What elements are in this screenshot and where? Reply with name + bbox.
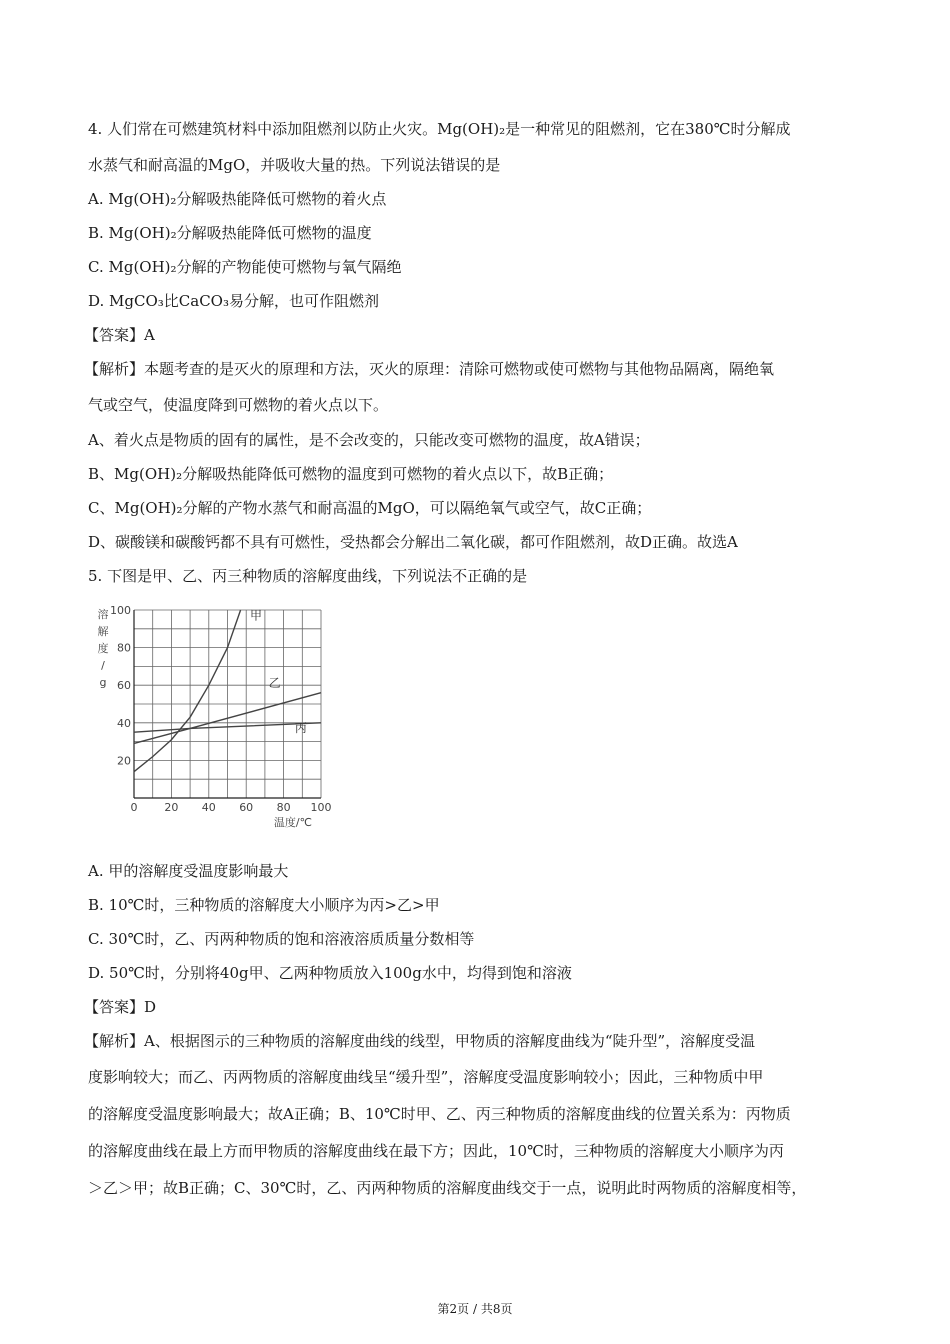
x-tick-label: 40 <box>201 801 216 814</box>
q4-option-c: C. Mg(OH)₂分解的产物能使可燃物与氧气隔绝 <box>88 258 402 276</box>
q5-analysis-line1: 【解析】A、根据图示的三种物质的溶解度曲线的线型，甲物质的溶解度曲线为“陡升型”，溶解度受温 <box>84 1032 756 1050</box>
x-tick-label: 80 <box>276 801 291 814</box>
q4-analysis-line3: A、着火点是物质的固有的属性，是不会改变的，只能改变可燃物的温度，故A错误； <box>88 431 650 449</box>
y-tick-label: 60 <box>117 679 131 693</box>
q5-analysis-line3: 的溶解度受温度影响最大；故A正确；B、10℃时甲、乙、丙三种物质的溶解度曲线的位置关系为：丙物质 <box>88 1105 791 1123</box>
y-tick-label: 20 <box>117 754 131 768</box>
x-tick-label: 20 <box>164 801 179 814</box>
q4-analysis-line6: D、碳酸镁和碳酸钙都不具有可燃性，受热都会分解出二氧化碳，都可作阻燃剂，故D正确。故选A <box>88 533 738 551</box>
q4-answer: 【答案】A <box>84 326 155 344</box>
q4-stem-line2: 水蒸气和耐高温的MgO，并吸收大量的热。下列说法错误的是 <box>88 156 501 174</box>
solubility-chart <box>85 598 345 833</box>
q4-analysis-line1: 【解析】本题考查的是灭火的原理和方法，灭火的原理：清除可燃物或使可燃物与其他物品隔离，隔绝氧 <box>84 360 775 378</box>
y-tick-label: 100 <box>110 604 131 617</box>
q5-analysis-line4: 的溶解度曲线在最上方而甲物质的溶解度曲线在最下方；因此，10℃时，三种物质的溶解度大小顺序为丙 <box>88 1142 784 1160</box>
x-tick-label: 0 <box>130 801 138 814</box>
y-axis-label-char: 解 <box>97 625 109 638</box>
series-label: 丙 <box>294 721 307 736</box>
x-axis-label: 温度/℃ <box>273 816 312 829</box>
q5-option-b: B. 10℃时，三种物质的溶解度大小顺序为丙>乙>甲 <box>88 896 440 914</box>
q4-option-b: B. Mg(OH)₂分解吸热能降低可燃物的温度 <box>88 224 372 242</box>
x-tick-label: 60 <box>239 801 254 814</box>
y-axis-label-char: 溶 <box>97 608 109 621</box>
q4-stem-line1: 4. 人们常在可燃建筑材料中添加阻燃剂以防止火灾。Mg(OH)₂是一种常见的阻燃剂，它在380℃时分解成 <box>88 120 791 138</box>
q4-option-d: D. MgCO₃比CaCO₃易分解，也可作阻燃剂 <box>88 292 379 310</box>
q5-analysis-line2: 度影响较大；而乙、丙两物质的溶解度曲线呈“缓升型”，溶解度受温度影响较小；因此，三种物质中甲 <box>88 1068 764 1086</box>
q4-analysis-line4: B、Mg(OH)₂分解吸热能降低可燃物的温度到可燃物的着火点以下，故B正确； <box>88 465 614 483</box>
q5-answer: 【答案】D <box>84 998 157 1016</box>
q4-analysis-line5: C、Mg(OH)₂分解的产物水蒸气和耐高温的MgO，可以隔绝氧气或空气，故C正确； <box>88 499 652 517</box>
q5-stem: 5. 下图是甲、乙、丙三种物质的溶解度曲线，下列说法不正确的是 <box>88 567 528 585</box>
series-label: 甲 <box>249 608 262 623</box>
q5-analysis-line5: ＞乙＞甲；故B正确；C、30℃时，乙、丙两种物质的溶解度曲线交于一点，说明此时两物质的溶解度相等， <box>88 1179 807 1197</box>
series-line <box>134 610 241 772</box>
q4-option-a: A. Mg(OH)₂分解吸热能降低可燃物的着火点 <box>88 190 387 208</box>
q5-option-a: A. 甲的溶解度受温度影响最大 <box>88 862 289 880</box>
q5-option-c: C. 30℃时，乙、丙两种物质的饱和溶液溶质质量分数相等 <box>88 930 475 948</box>
y-axis-label-char: / <box>101 659 105 672</box>
y-tick-label: 80 <box>117 641 131 655</box>
y-tick-label: 40 <box>117 716 131 730</box>
series-label: 乙 <box>268 676 281 691</box>
x-tick-label: 100 <box>310 801 332 814</box>
q5-option-d: D. 50℃时，分别将40g甲、乙两种物质放入100g水中，均得到饱和溶液 <box>88 964 572 982</box>
q4-analysis-line2: 气或空气，使温度降到可燃物的着火点以下。 <box>88 396 389 414</box>
solubility-chart-svg <box>85 598 345 833</box>
y-axis-label-char: 度 <box>97 642 109 655</box>
y-axis-label-char: g <box>99 676 107 689</box>
page-footer: 第2页 / 共8页 <box>437 1302 513 1316</box>
